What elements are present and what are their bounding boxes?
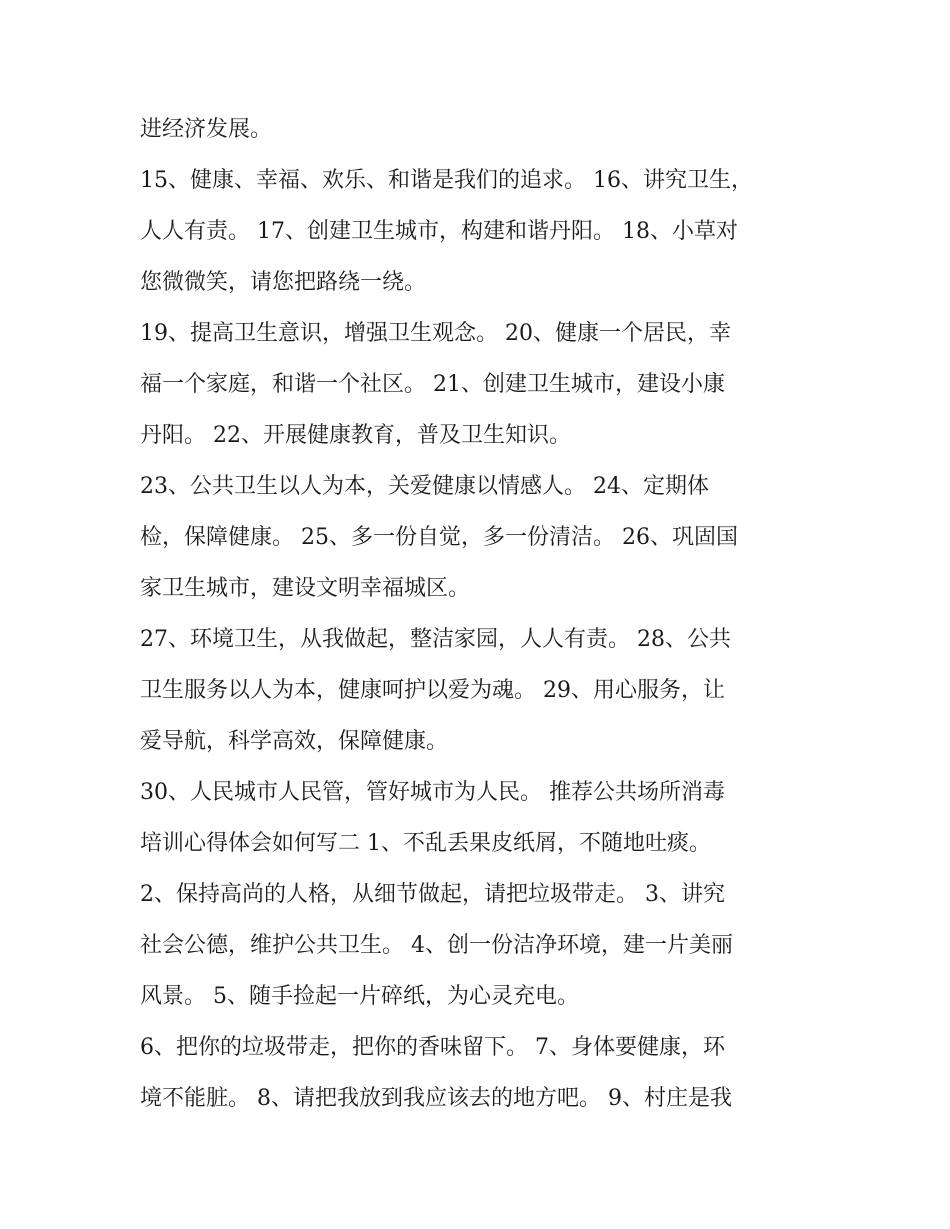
text-line: 培训心得体会如何写二 1、不乱丢果皮纸屑，不随地吐痰。	[140, 831, 711, 856]
text-line: 境不能脏。 8、请把我放到我应该去的地方吧。 9、村庄是我	[140, 1086, 732, 1111]
text-line: 2、保持高尚的人格，从细节做起，请把垃圾带走。 3、讲究	[140, 882, 725, 907]
text-line: 家卫生城市，建设文明幸福城区。	[140, 576, 471, 601]
text-line: 人人有责。 17、创建卫生城市，构建和谐丹阳。 18、小草对	[140, 219, 738, 244]
text-line: 丹阳。 22、开展健康教育，普及卫生知识。	[140, 423, 571, 448]
text-line: 您微微笑，请您把路绕一绕。	[140, 270, 427, 295]
text-line: 6、把你的垃圾带走，把你的香味留下。 7、身体要健康，环	[140, 1035, 725, 1060]
text-line: 30、人民城市人民管，管好城市为人民。 推荐公共场所消毒	[140, 780, 725, 805]
text-line: 15、健康、幸福、欢乐、和谐是我们的追求。 16、讲究卫生，	[140, 168, 753, 193]
text-line: 检，保障健康。 25、多一份自觉，多一份清洁。 26、巩固国	[140, 525, 738, 550]
text-line: 进经济发展。	[140, 117, 273, 142]
text-line: 爱导航，科学高效，保障健康。	[140, 729, 449, 754]
text-line: 福一个家庭，和谐一个社区。 21、创建卫生城市，建设小康	[140, 372, 725, 397]
text-line: 卫生服务以人为本，健康呵护以爱为魂。 29、用心服务，让	[140, 678, 725, 703]
text-line: 19、提高卫生意识，增强卫生观念。 20、健康一个居民，幸	[140, 321, 731, 346]
text-line: 23、公共卫生以人为本，关爱健康以情感人。 24、定期体	[140, 474, 709, 499]
text-line: 27、环境卫生，从我做起，整洁家园，人人有责。 28、公共	[140, 627, 731, 652]
text-line: 风景。 5、随手捡起一片碎纸，为心灵充电。	[140, 984, 579, 1009]
text-line: 社会公德，维护公共卫生。 4、创一份洁净环境，建一片美丽	[140, 933, 733, 958]
document-body	[140, 108, 810, 1128]
